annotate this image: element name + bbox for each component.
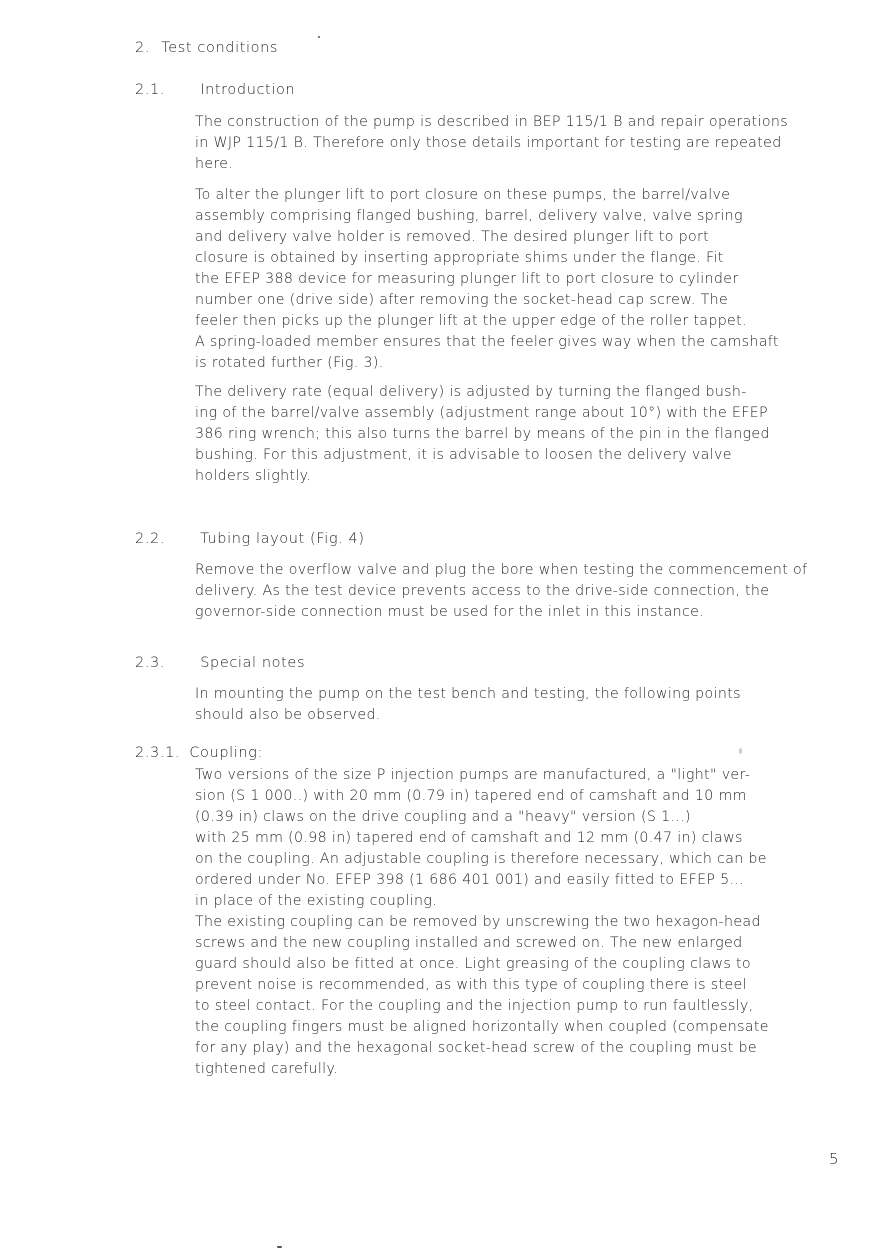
- text-line: in WJP 115/1 B. Therefore only those details important for testing are repeated: [195, 135, 782, 151]
- text-line: with 25 mm (0.98 in) tapered end of camshaft and 12 mm (0.47 in) claws: [195, 830, 743, 846]
- text-line: The delivery rate (equal delivery) is adjusted by turning the flanged bush-: [195, 384, 747, 400]
- text-line: 386 ring wrench; this also turns the barrel by means of the pin in the flanged: [195, 426, 770, 442]
- text-line: on the coupling. An adjustable coupling is therefore necessary, which can be: [195, 851, 767, 867]
- text-line: To alter the plunger lift to port closure on these pumps, the barrel/valve: [195, 187, 731, 203]
- text-line: Two versions of the size P injection pumps are manufactured, a "light" ver-: [195, 767, 751, 783]
- section-heading-2-1: [135, 82, 295, 98]
- paragraph-coupling-1: [195, 765, 767, 912]
- paragraph-intro-3: [195, 382, 770, 487]
- text-line: prevent noise is recommended, as with this type of coupling there is steel: [195, 977, 747, 993]
- text-line: tightened carefully.: [195, 1061, 339, 1077]
- scan-speck: [277, 1246, 282, 1248]
- paragraph-intro-2: [195, 185, 779, 374]
- text-line: and delivery valve holder is removed. The desired plunger lift to port: [195, 229, 710, 245]
- text-line: governor-side connection must be used for the inlet in this instance.: [195, 604, 705, 620]
- text-line: the EFEP 388 device for measuring plunger lift to port closure to cylinder: [195, 271, 739, 287]
- page-number: 5: [829, 1150, 839, 1168]
- text-line: The existing coupling can be removed by unscrewing the two hexagon-head: [195, 914, 761, 930]
- text-line: screws and the new coupling installed and screwed on. The new enlarged: [195, 935, 743, 951]
- text-line: closure is obtained by inserting appropriate shims under the flange. Fit: [195, 250, 724, 266]
- text-line: holders slightly.: [195, 468, 312, 484]
- text-line: here.: [195, 156, 234, 172]
- text-line: delivery. As the test device prevents access to the drive-side connection, the: [195, 583, 770, 599]
- section-heading-2-3-1: [135, 745, 263, 761]
- section-number: 2.3.: [135, 655, 166, 671]
- text-line: (0.39 in) claws on the drive coupling and a "heavy" version (S 1...): [195, 809, 691, 825]
- section-title: Tubing layout (Fig. 4): [200, 531, 365, 547]
- text-line: In mounting the pump on the test bench and testing, the following points: [195, 686, 741, 702]
- scan-speck: [318, 36, 320, 38]
- text-line: bushing. For this adjustment, it is advisable to loosen the delivery valve: [195, 447, 732, 463]
- section-number: 2.: [135, 40, 151, 56]
- section-number: 2.1.: [135, 82, 166, 98]
- section-heading-2-2: [135, 531, 365, 547]
- paragraph-intro-1: [195, 112, 788, 175]
- text-line: is rotated further (Fig. 3).: [195, 355, 384, 371]
- section-title: Special notes: [200, 655, 306, 671]
- text-line: ordered under No. EFEP 398 (1 686 401 001) and easily fitted to EFEP 5...: [195, 872, 745, 888]
- section-number: 2.2.: [135, 531, 166, 547]
- section-title: Test conditions: [161, 40, 279, 56]
- text-line: the coupling fingers must be aligned horizontally when coupled (compensate: [195, 1019, 769, 1035]
- section-heading-2-3: [135, 655, 305, 671]
- text-line: The construction of the pump is described in BEP 115/1 B and repair operations: [195, 114, 788, 130]
- section-number: 2.3.1.: [135, 745, 181, 761]
- section-heading-2: [135, 40, 278, 56]
- text-line: sion (S 1 000..) with 20 mm (0.79 in) tapered end of camshaft and 10 mm: [195, 788, 747, 804]
- text-line: should also be observed.: [195, 707, 381, 723]
- text-line: for any play) and the hexagonal socket-head screw of the coupling must be: [195, 1040, 757, 1056]
- text-line: guard should also be fitted at once. Light greasing of the coupling claws to: [195, 956, 751, 972]
- paragraph-tubing: [195, 560, 807, 623]
- paragraph-special-notes: [195, 684, 741, 726]
- text-line: in place of the existing coupling.: [195, 893, 438, 909]
- text-line: Remove the overflow valve and plug the bore when testing the commencement of: [195, 562, 808, 578]
- text-line: ing of the barrel/valve assembly (adjustment range about 10°) with the EFEP: [195, 405, 768, 421]
- text-line: number one (drive side) after removing the socket-head cap screw. The: [195, 292, 729, 308]
- text-line: A spring-loaded member ensures that the feeler gives way when the camshaft: [195, 334, 779, 350]
- paragraph-coupling-2: [195, 912, 769, 1080]
- section-title: Introduction: [200, 82, 296, 98]
- text-line: to steel contact. For the coupling and the injection pump to run faultlessly,: [195, 998, 754, 1014]
- scan-speck: [739, 748, 742, 754]
- section-title: Coupling:: [189, 745, 263, 761]
- text-line: assembly comprising flanged bushing, barrel, delivery valve, valve spring: [195, 208, 743, 224]
- text-line: feeler then picks up the plunger lift at the upper edge of the roller tappet.: [195, 313, 747, 329]
